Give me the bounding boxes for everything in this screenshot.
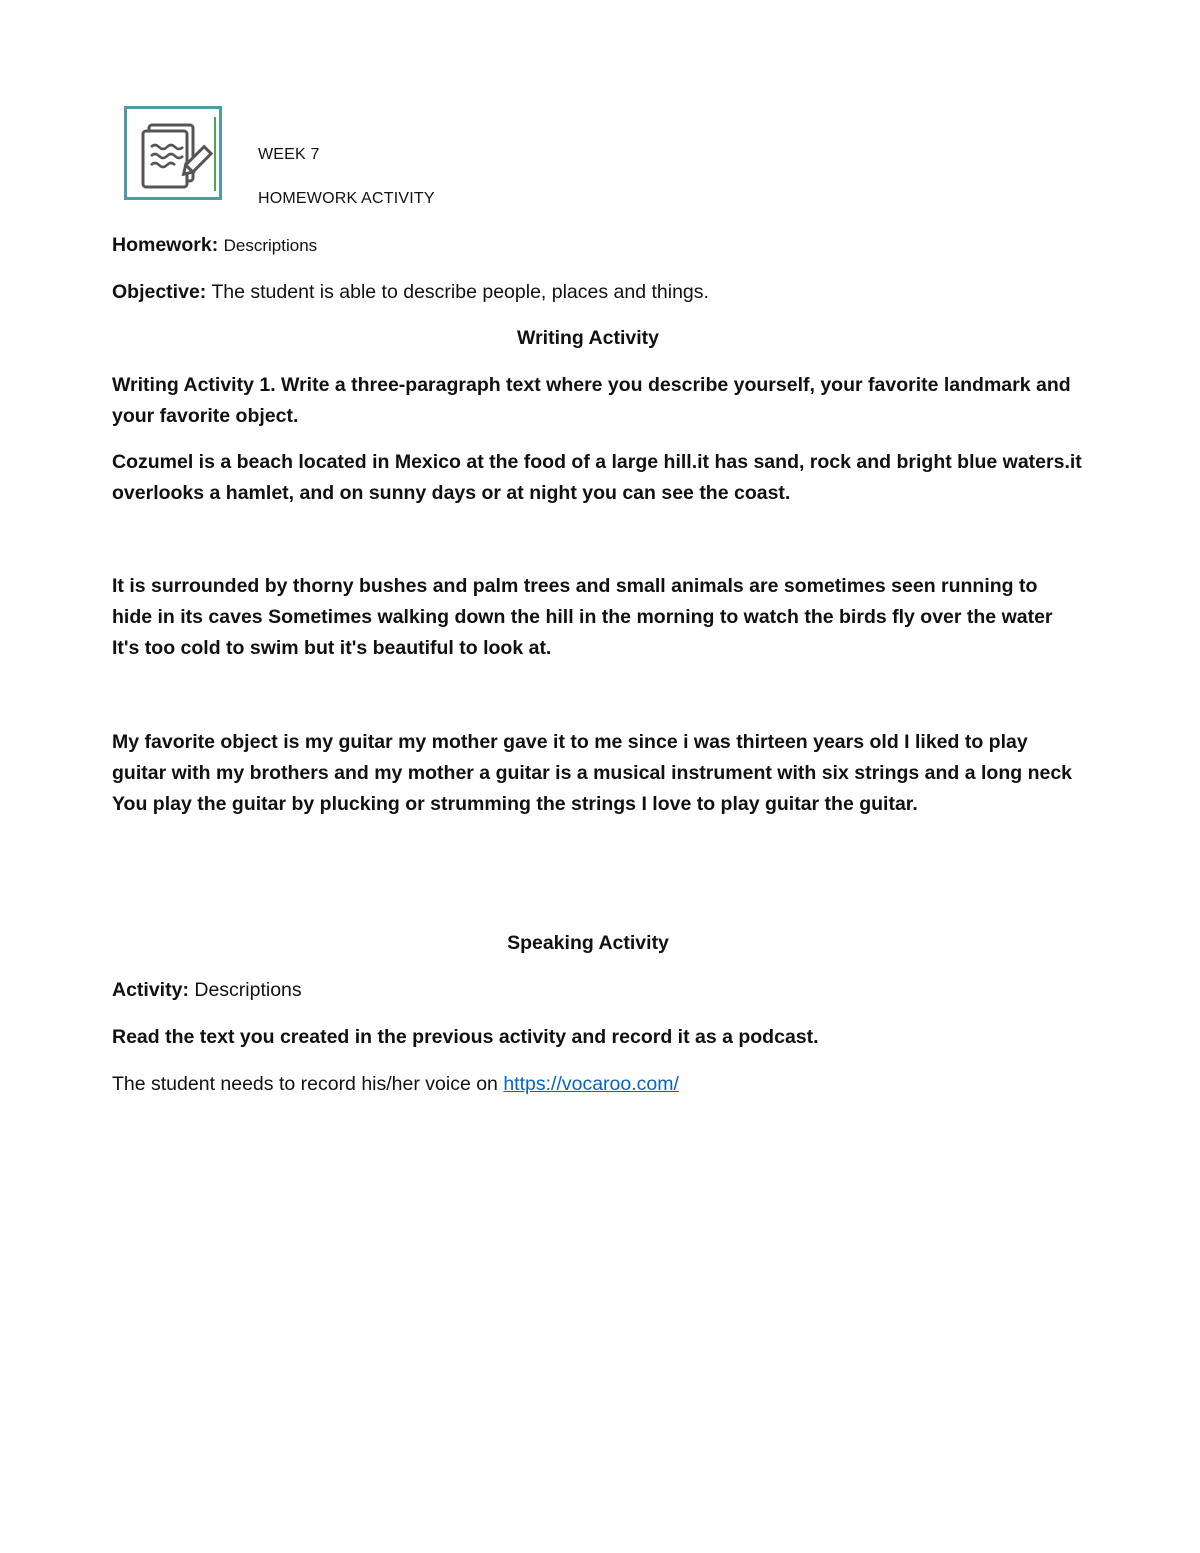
homework-label: Homework:: [112, 234, 219, 256]
logo: [124, 106, 222, 200]
writing-activity-heading: Writing Activity: [517, 327, 659, 349]
homework-value: Descriptions: [223, 236, 318, 255]
writing-prompt: Writing Activity 1. Write a three-paragraph text where you describe yourself, your favorite landmark and your favorite object.: [112, 374, 1071, 427]
activity-value: Descriptions: [194, 979, 302, 1001]
speaking-instruction: Read the text you created in the previous activity and record it as a podcast.: [112, 1026, 819, 1048]
vocaroo-link[interactable]: https://vocaroo.com/: [503, 1073, 679, 1095]
speaking-activity-heading: Speaking Activity: [507, 932, 669, 954]
record-text: The student needs to record his/her voice on: [112, 1073, 498, 1095]
paragraph-landmark-details: It is surrounded by thorny bushes and palm trees and small animals are sometimes seen running to hide in its caves Sometimes walking down the hill in the morning to watch the birds fly over the water It's too cold to swim but it's beautiful to look at.: [112, 575, 1053, 659]
paragraph-landmark: Cozumel is a beach located in Mexico at the food of a large hill.it has sand, rock and bright blue waters.it overlooks a hamlet, and on sunny days or at night you can see the coast.: [112, 451, 1082, 504]
activity-line: [112, 975, 1082, 1006]
paragraph-favorite-object: My favorite object is my guitar my mother gave it to me since i was thirteen years old I liked to play guitar with my brothers and my mother a guitar is a musical instrument with six strings and a long neck You play the guitar by plucking or strumming the strings I love to play guitar the guitar.: [112, 731, 1073, 815]
homework-line: [112, 230, 1082, 261]
week-label: WEEK 7: [258, 146, 320, 163]
record-line: [112, 1069, 1082, 1100]
notebook-pencil-icon: [127, 109, 219, 197]
objective-value: The student is able to describe people, places and things.: [211, 281, 709, 303]
activity-label: Activity:: [112, 979, 189, 1001]
objective-label: Objective:: [112, 281, 207, 303]
objective-line: [112, 277, 1082, 308]
homework-activity-label: HOMEWORK ACTIVITY: [258, 190, 435, 207]
